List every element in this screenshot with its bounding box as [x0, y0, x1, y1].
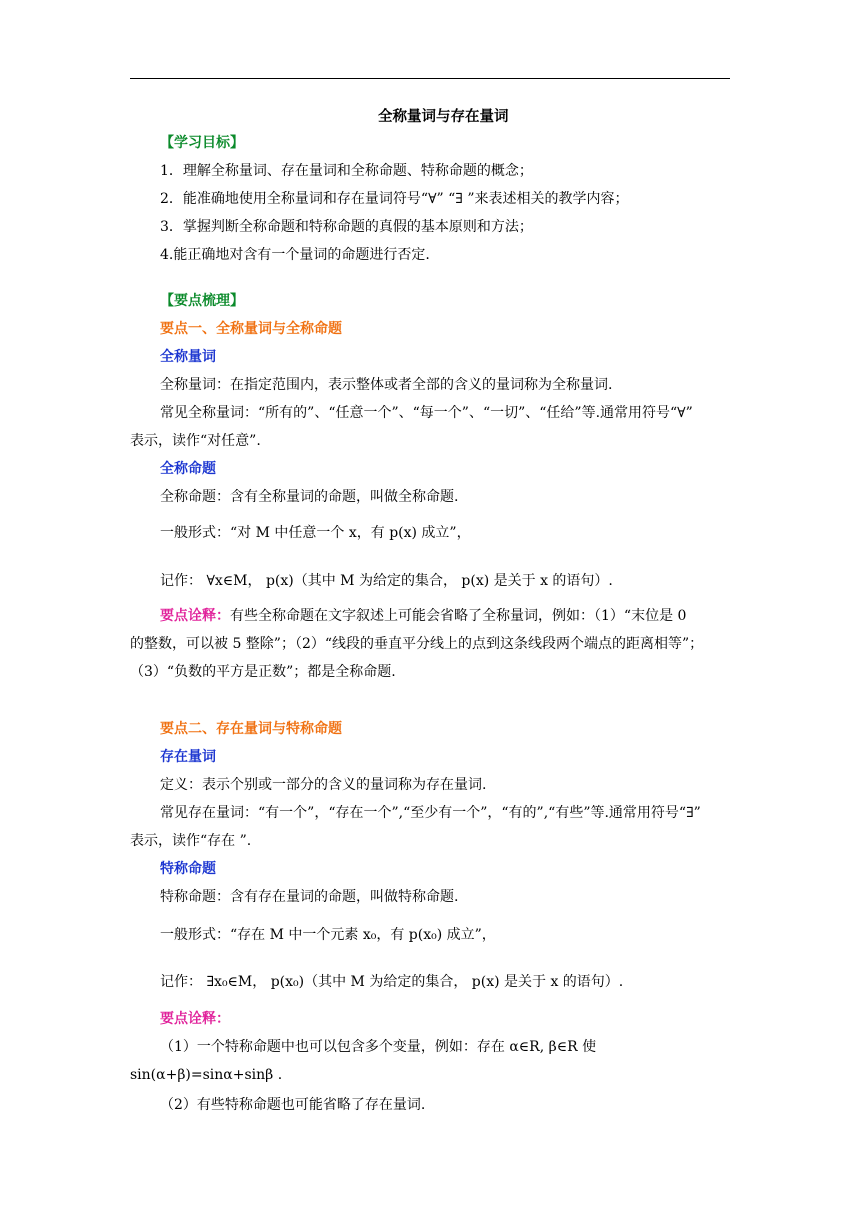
- section1-title: 要点一、全称量词与全称命题: [160, 321, 342, 337]
- section1-note-line3: （3）“负数的平方是正数”；都是全称命题.: [130, 664, 396, 680]
- section2-def1: 定义：表示个别或一部分的含义的量词称为存在量词.: [160, 777, 487, 793]
- section2-notation: 记作： ∃x₀∈M， p(x₀)（其中 M 为给定的集合， p(x) 是关于 x 的语句）.: [160, 974, 624, 990]
- section1-note-line2: 的整数，可以被 5 整除”；（2）“线段的垂直平分线上的点到这条线段两个端点的距离相等”；: [130, 636, 704, 652]
- goal-item-2: 2．能准确地使用全称量词和存在量词符号“∀” “∃ ”来表述相关的教学内容；: [160, 191, 629, 207]
- section1-note-line1: [160, 607, 686, 625]
- section1-note-text: 有些全称命题在文字叙述上可能会省略了全称量词，例如：（1）“末位是 0: [230, 608, 687, 624]
- section1-sub-universal-quantifier: 全称量词: [160, 349, 216, 365]
- section1-common-line2: 表示，读作“对任意”.: [130, 433, 261, 449]
- section2-note1-line2: sin(α+β)=sinα+sinβ .: [130, 1067, 283, 1083]
- section1-notation: 记作： ∀x∈M， p(x)（其中 M 为给定的集合， p(x) 是关于 x 的语句）.: [160, 573, 613, 589]
- goal-item-1: 1．理解全称量词、存在量词和全称命题、特称命题的概念；: [160, 163, 533, 179]
- section1-sub-universal-proposition: 全称命题: [160, 461, 216, 477]
- section1-def2: 全称命题：含有全称量词的命题，叫做全称命题.: [160, 489, 459, 505]
- page-title: 全称量词与存在量词: [378, 109, 509, 125]
- goal-item-4: 4.能正确地对含有一个量词的命题进行否定.: [160, 247, 430, 263]
- section2-note2: （2）有些特称命题也可能省略了存在量词.: [160, 1097, 426, 1113]
- section2-title: 要点二、存在量词与特称命题: [160, 721, 342, 737]
- section2-common-line1: 常见存在量词：“有一个”，“存在一个”,“至少有一个”，“有的”,“有些”等.通常用符号“∃”: [160, 805, 701, 821]
- section2-general-form: 一般形式：“存在 M 中一个元素 x₀，有 p(x₀) 成立”，: [160, 927, 496, 943]
- header-rule: [130, 78, 730, 79]
- key-points-heading: 【要点梳理】: [160, 293, 244, 309]
- section2-common-line2: 表示，读作“存在 ”.: [130, 833, 252, 849]
- goal-item-3: 3．掌握判断全称命题和特称命题的真假的基本原则和方法；: [160, 219, 533, 235]
- section2-sub-existential-quantifier: 存在量词: [160, 749, 216, 765]
- learning-goals-heading: 【学习目标】: [160, 135, 244, 151]
- section2-note1-line1: （1）一个特称命题中也可以包含多个变量，例如：存在 α∈R, β∈R 使: [160, 1039, 597, 1055]
- section1-common-line1: 常见全称量词：“所有的”、“任意一个”、“每一个”、“一切”、“任给”等.通常用符号“∀”: [160, 405, 693, 421]
- section1-note-label: 要点诠释：: [160, 608, 230, 624]
- section1-def1: 全称量词：在指定范围内，表示整体或者全部的含义的量词称为全称量词.: [160, 377, 613, 393]
- section1-general-form: 一般形式：“对 M 中任意一个 x，有 p(x) 成立”，: [160, 525, 471, 541]
- section2-sub-particular-proposition: 特称命题: [160, 861, 216, 877]
- section2-def2: 特称命题：含有存在量词的命题，叫做特称命题.: [160, 889, 459, 905]
- section2-note-label: 要点诠释：: [160, 1011, 230, 1027]
